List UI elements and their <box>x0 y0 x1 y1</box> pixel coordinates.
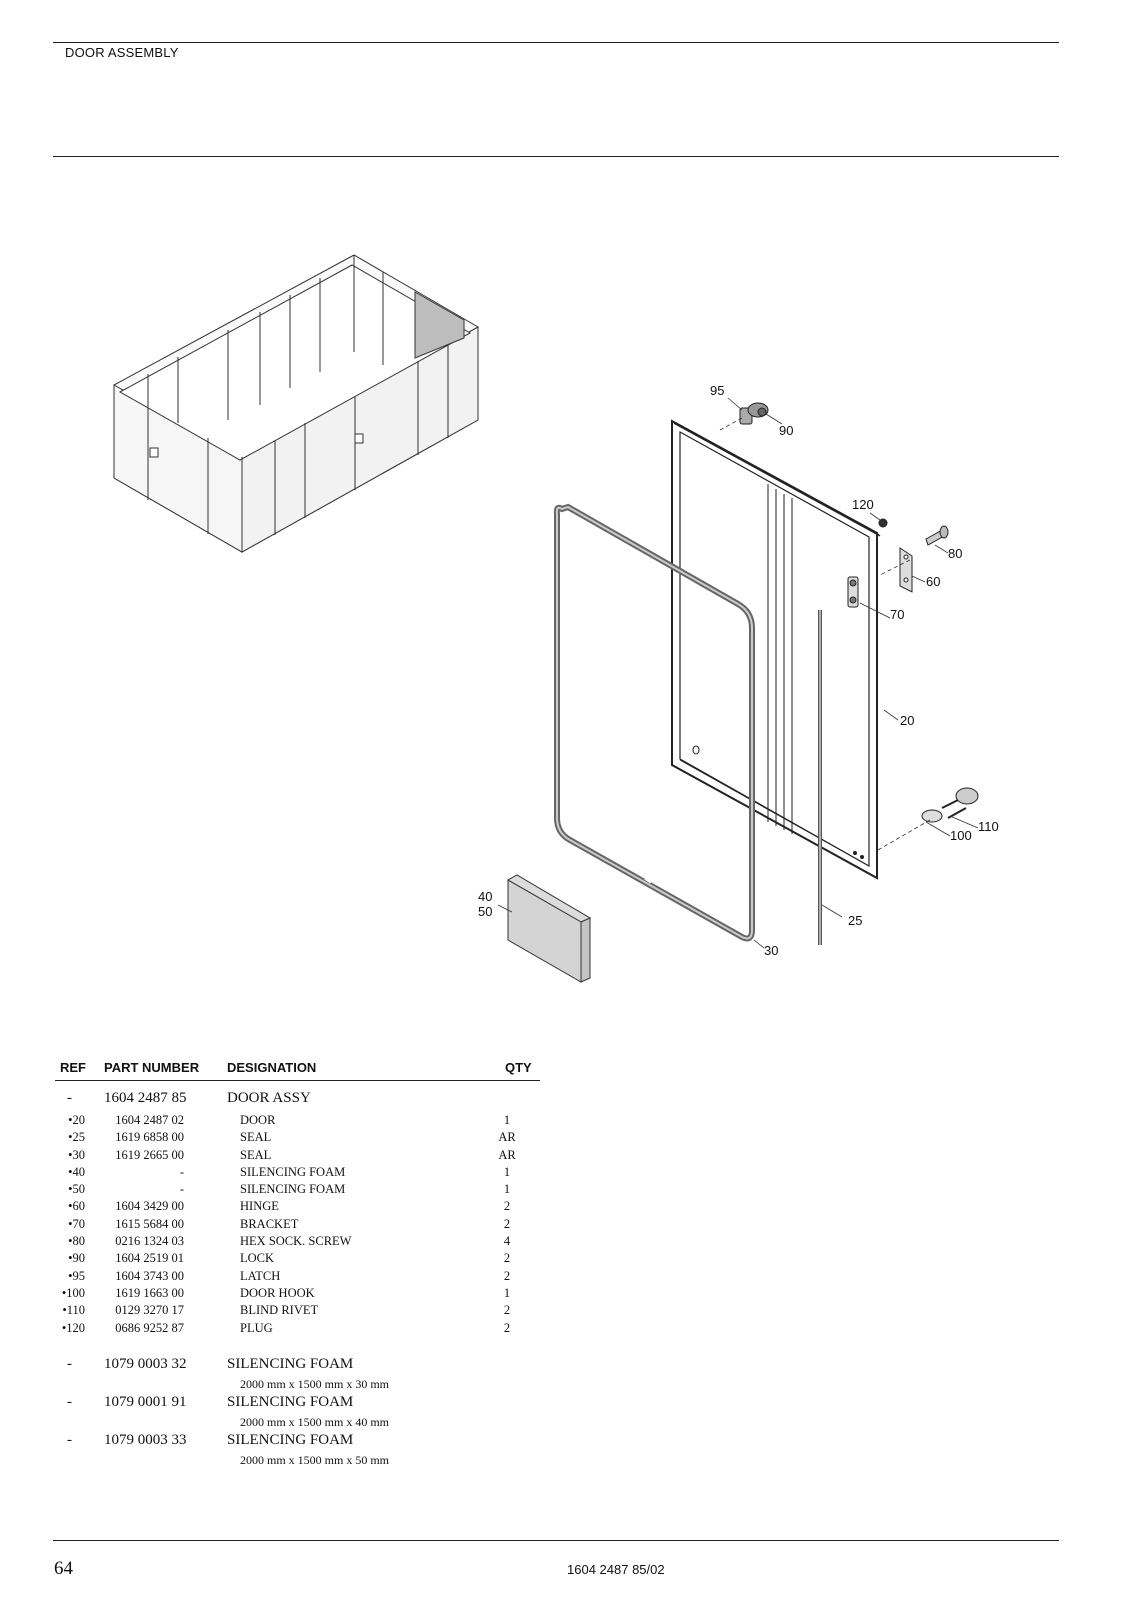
door-frame <box>672 421 880 878</box>
plug-part <box>879 519 887 527</box>
assembly-row: - 1604 2487 85 DOOR ASSY <box>67 1090 311 1106</box>
callout-80: 80 <box>948 546 963 561</box>
callout-120: 120 <box>852 497 874 512</box>
part-row: •60 1604 3429 00 HINGE 2 <box>68 1199 511 1214</box>
exploded-assembly-drawing <box>0 230 1131 990</box>
callout-50: 50 <box>478 904 493 919</box>
foam-option-row: - 1079 0003 33 SILENCING FOAM <box>67 1431 354 1448</box>
foam-option-row: - 1079 0001 91 SILENCING FOAM <box>67 1393 354 1410</box>
foam-option-row: - 1079 0003 32 SILENCING FOAM <box>67 1355 354 1372</box>
callout-25: 25 <box>848 913 863 928</box>
callout-70: 70 <box>890 607 905 622</box>
part-row: •120 0686 9252 87 PLUG 2 <box>61 1320 511 1335</box>
part-row: •25 1619 6858 00 SEAL AR <box>68 1130 516 1145</box>
callout-110: 110 <box>978 819 999 834</box>
callout-95: 95 <box>710 383 725 398</box>
part-row: •70 1615 5684 00 BRACKET 2 <box>68 1216 511 1231</box>
part-row: •80 0216 1324 03 HEX SOCK. SCREW 4 <box>68 1234 511 1249</box>
callout-90: 90 <box>779 423 794 438</box>
blind-rivet-part <box>956 788 978 804</box>
header-top-rule <box>53 42 1059 43</box>
callout-100: 100 <box>950 828 972 843</box>
page-number: 64 <box>54 1558 73 1579</box>
part-row: •50 - SILENCING FOAM 1 <box>68 1182 511 1197</box>
foam-option-dimensions: 2000 mm x 1500 mm x 40 mm <box>240 1414 390 1429</box>
foam-option-dimensions: 2000 mm x 1500 mm x 30 mm <box>240 1376 390 1391</box>
part-row: •40 - SILENCING FOAM 1 <box>68 1164 511 1179</box>
part-row: •100 1619 1663 00 DOOR HOOK 1 <box>61 1285 511 1300</box>
col-part-number: PART NUMBER <box>104 1060 200 1075</box>
door-hook-part <box>922 810 942 822</box>
header-bottom-rule <box>53 156 1059 157</box>
parts-list <box>55 1058 540 1470</box>
col-designation: DESIGNATION <box>227 1060 317 1075</box>
part-row: •30 1619 2665 00 SEAL AR <box>68 1147 516 1162</box>
footer-rule <box>53 1540 1059 1541</box>
foam-option-dimensions: 2000 mm x 1500 mm x 50 mm <box>240 1452 390 1467</box>
callout-30: 30 <box>764 943 779 958</box>
section-title: DOOR ASSEMBLY <box>65 45 179 60</box>
enclosure-isometric <box>114 255 478 552</box>
part-row: •95 1604 3743 00 LATCH 2 <box>68 1268 511 1283</box>
callout-20: 20 <box>900 713 915 728</box>
col-qty: QTY <box>505 1060 532 1075</box>
callout-40: 40 <box>478 889 493 904</box>
col-ref: REF <box>60 1060 86 1075</box>
part-row: •110 0129 3270 17 BLIND RIVET 2 <box>62 1303 511 1318</box>
parts-list-header <box>55 1058 540 1081</box>
part-row: •90 1604 2519 01 LOCK 2 <box>68 1251 511 1266</box>
document-number: 1604 2487 85/02 <box>567 1562 665 1577</box>
part-row: •20 1604 2487 02 DOOR 1 <box>68 1113 511 1127</box>
callout-60: 60 <box>926 574 941 589</box>
silencing-foam-block <box>508 875 590 982</box>
